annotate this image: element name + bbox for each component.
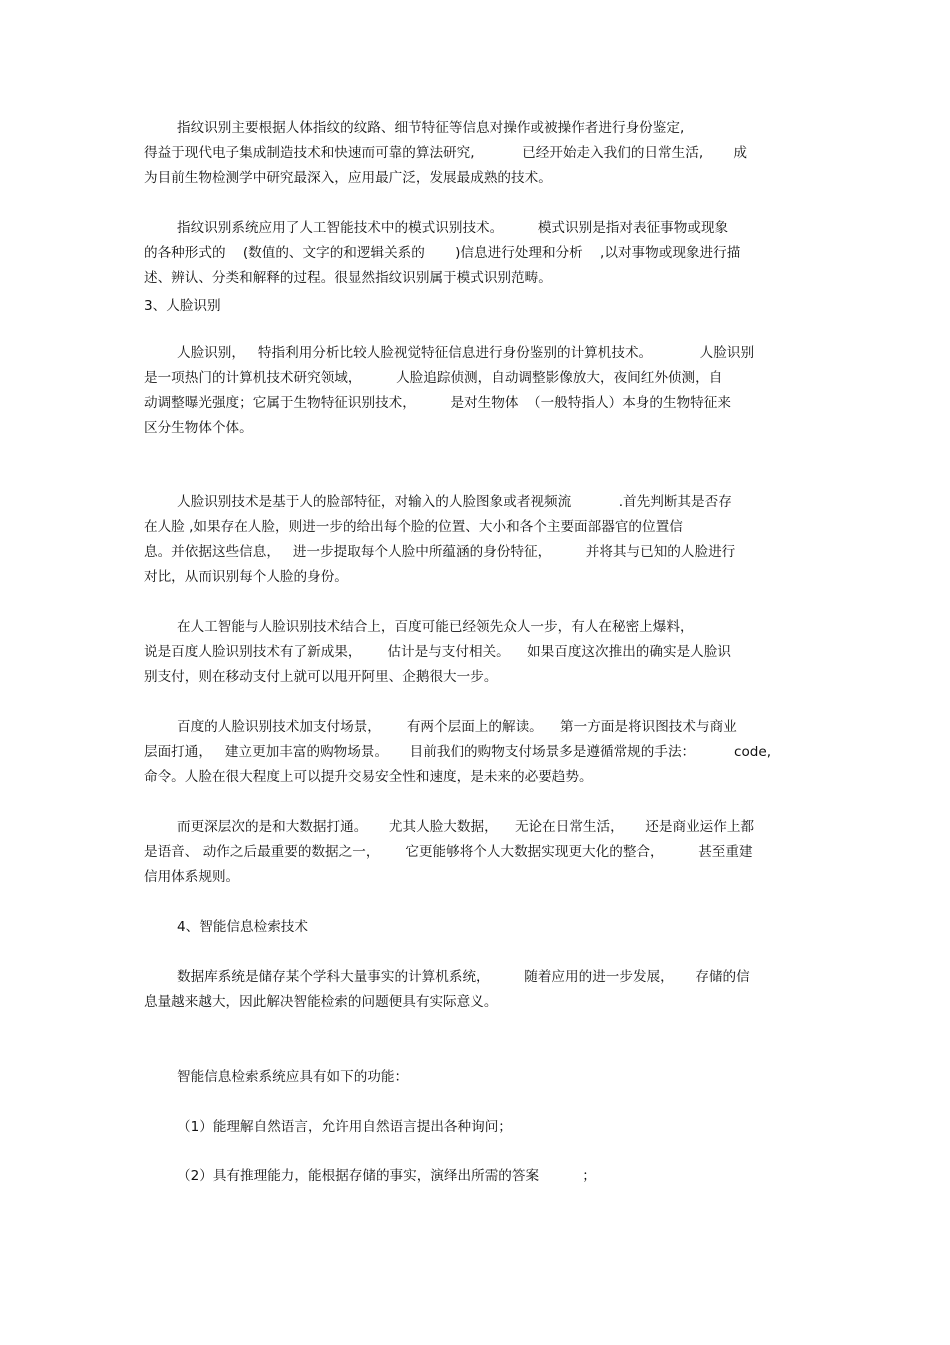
- paragraph-line: 是一项热门的计算机技术研究领域， 人脸追踪侦测，自动调整影像放大，夜间红外侦测，自: [144, 370, 723, 386]
- paragraph-line: 息。并依据这些信息， 进一步提取每个人脸中所蕴涵的身份特征， 并将其与已知的人脸进行: [144, 544, 736, 560]
- paragraph-line: 人脸识别， 特指利用分析比较人脸视觉特征信息进行身份鉴别的计算机技术。 人脸识别: [177, 345, 755, 361]
- section-heading: 4、智能信息检索技术: [177, 919, 308, 935]
- paragraph-line: 百度的人脸识别技术加支付场景， 有两个层面上的解读。 第一方面是将识图技术与商业: [177, 719, 737, 735]
- paragraph-line: 息量越来越大，因此解决智能检索的问题便具有实际意义。: [144, 994, 498, 1010]
- paragraph-line: 是语音、 动作之后最重要的数据之一， 它更能够将个人大数据实现更大化的整合， 甚至重建: [144, 844, 753, 860]
- paragraph-line: 说是百度人脸识别技术有了新成果， 估计是与支付相关。 如果百度这次推出的确实是人脸识: [144, 644, 731, 660]
- paragraph-line: 数据库系统是储存某个学科大量事实的计算机系统， 随着应用的进一步发展， 存储的信: [177, 969, 750, 985]
- paragraph-line: 指纹识别系统应用了人工智能技术中的模式识别技术。 模式识别是指对表征事物或现象: [177, 220, 729, 236]
- list-item: （1）能理解自然语言，允许用自然语言提出各种询问；: [177, 1119, 512, 1135]
- paragraph-line: 在人脸 ,如果存在人脸，则进一步的给出每个脸的位置、大小和各个主要面部器官的位置信: [144, 519, 683, 535]
- paragraph-line: 命令。人脸在很大程度上可以提升交易安全性和速度，是未来的必要趋势。: [144, 769, 593, 785]
- paragraph-line: 智能信息检索系统应具有如下的功能：: [177, 1069, 409, 1085]
- paragraph-line: 的各种形式的 (数值的、文字的和逻辑关系的 )信息进行处理和分析 ,以对事物或现象进行描: [144, 245, 741, 261]
- section-heading: 3、人脸识别: [144, 298, 221, 314]
- paragraph-line: 人脸识别技术是基于人的脸部特征，对输入的人脸图象或者视频流 .首先判断其是否存: [177, 494, 732, 510]
- paragraph-line: 而更深层次的是和大数据打通。 尤其人脸大数据， 无论在日常生活， 还是商业运作上都: [177, 819, 755, 835]
- paragraph-line: 在人工智能与人脸识别技术结合上，百度可能已经领先众人一步，有人在秘密上爆料，: [177, 619, 694, 635]
- paragraph-line: 别支付，则在移动支付上就可以甩开阿里、企鹅很大一步。: [144, 669, 498, 685]
- paragraph-line: 对比，从而识别每个人脸的身份。: [144, 569, 348, 585]
- paragraph-line: 区分生物体个体。: [144, 420, 253, 436]
- paragraph-line: 为目前生物检测学中研究最深入，应用最广泛，发展最成熟的技术。: [144, 170, 552, 186]
- list-item: （2）具有推理能力，能根据存储的事实，演绎出所需的答案 ；: [177, 1168, 596, 1184]
- paragraph-line: 指纹识别主要根据人体指纹的纹路、细节特征等信息对操作或被操作者进行身份鉴定,: [177, 120, 685, 136]
- paragraph-line: 层面打通， 建立更加丰富的购物场景。 目前我们的购物支付场景多是遵循常规的手法： code,: [144, 744, 772, 760]
- paragraph-line: 得益于现代电子集成制造技术和快速而可靠的算法研究, 已经开始走入我们的日常生活, 成: [144, 145, 747, 161]
- paragraph-line: 信用体系规则。: [144, 869, 240, 885]
- paragraph-line: 述、辨认、分类和解释的过程。很显然指纹识别属于模式识别范畴。: [144, 270, 552, 286]
- paragraph-line: 动调整曝光强度；它属于生物特征识别技术， 是对生物体 （一般特指人）本身的生物特征来: [144, 395, 731, 411]
